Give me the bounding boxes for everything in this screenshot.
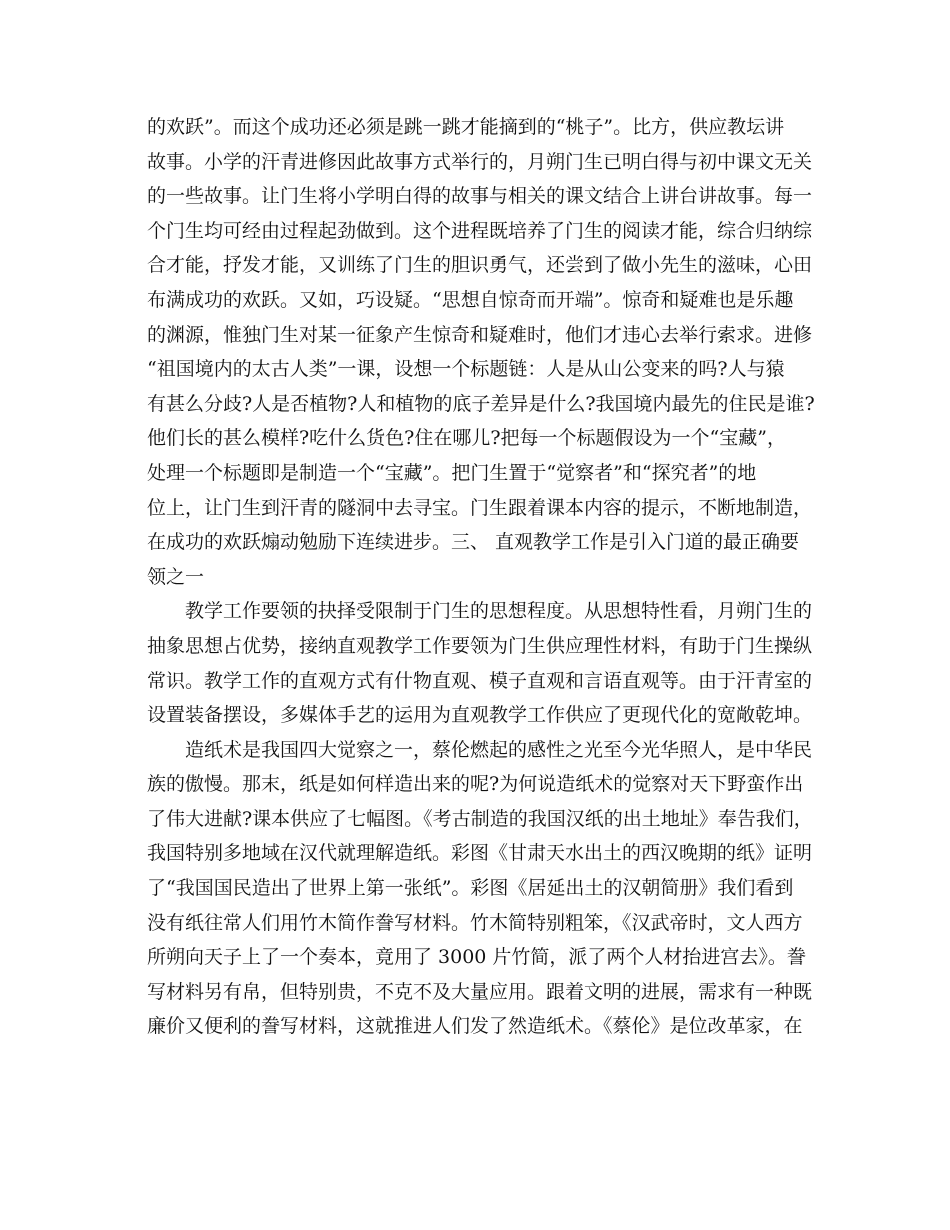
text-line: 族的傲慢。那末，纸是如何样造出来的呢?为何说造纸术的觉察对天下野蛮作出: [147, 773, 804, 796]
text-line: 廉价又便利的誊写材料，这就推进人们发了然造纸术。《蔡伦》是位改革家，在: [147, 1015, 803, 1038]
text-line: 了“我国国民造出了世界上第一张纸”。彩图《居延出土的汉朝简册》我们看到: [147, 877, 794, 900]
text-line: 的一些故事。让门生将小学明白得的故事与相关的课文结合上讲台讲故事。每一: [147, 185, 813, 208]
text-line: 了伟大进献?课本供应了七幅图。《考古制造的我国汉纸的出土地址》奉告我们，: [147, 807, 813, 830]
text-line: 合才能，抒发才能，又训练了门生的胆识勇气，还尝到了做小先生的滋味，心田: [147, 254, 813, 277]
text-line: 有甚么分歧?人是否植物?人和植物的底子差异是什么?我国境内最先的住民是谁?: [147, 392, 815, 415]
document-body: [147, 110, 815, 1044]
text-line: 设置装备摆设，多媒体手艺的运用为直观教学工作供应了更现代化的宽敞乾坤。: [147, 704, 813, 727]
text-line: 个门生均可经由过程起劲做到。这个进程既培养了门生的阅读才能，综合归纳综: [147, 219, 813, 242]
text-line: 故事。小学的汗青进修因此故事方式举行的，月朔门生已明白得与初中课文无关: [147, 150, 813, 173]
text-line: 常识。教学工作的直观方式有什物直观、模子直观和言语直观等。由于汗青室的: [147, 669, 813, 692]
text-line: 他们长的甚么模样?吃什么货色?住在哪儿?把每一个标题假设为一个“宝藏”，: [147, 427, 786, 450]
text-line: 所朔向天子上了一个奏本，竟用了 3000 片竹简，派了两个人材抬进宫去》。誊: [147, 946, 806, 969]
text-line: “祖国境内的太古人类”一课，设想一个标题链：人是从山公变来的吗?人与猿: [147, 358, 785, 381]
paragraph-start-line: 造纸术是我国四大觉察之一，蔡伦燃起的感性之光至今光华照人，是中华民: [185, 738, 813, 761]
text-line: 我国特别多地域在汉代就理解造纸。彩图《甘肃天水出土的西汉晚期的纸》证明: [147, 842, 813, 865]
text-line: 位上，让门生到汗青的隧洞中去寻宝。门生跟着课本内容的提示，不断地制造，: [147, 496, 813, 519]
text-line: 没有纸往常人们用竹木简作誊写材料。竹木简特别粗笨，《汉武帝时，文人西方: [147, 911, 803, 934]
text-line: 的渊源，惟独门生对某一征象产生惊奇和疑难时，他们才违心去举行索求。进修: [147, 323, 813, 346]
text-line: 抽象思想占优势，接纳直观教学工作要领为门生供应理性材料，有助于门生操纵: [147, 634, 813, 657]
text-line: 的欢跃”。而这个成功还必须是跳一跳才能摘到的“桃子”。比方，供应教坛讲: [147, 116, 785, 138]
section-heading-line: 领之一: [147, 565, 205, 588]
text-line: 布满成功的欢跃。又如，巧设疑。“思想自惊奇而开端”。惊奇和疑难也是乐趣: [147, 288, 794, 311]
paragraph-start-line: 教学工作要领的抉择受限制于门生的思想程度。从思想特性看，月朔门生的: [185, 600, 813, 623]
section-heading-line: 在成功的欢跃煽动勉励下连续进步。三、 直观教学工作是引入门道的最正确要: [147, 531, 800, 554]
text-line: 处理一个标题即是制造一个“宝藏”。把门生置于“觉察者”和“探究者”的地: [147, 461, 757, 484]
text-line: 写材料另有帛，但特别贵，不克不及大量应用。跟着文明的进展，需求有一种既: [147, 980, 813, 1003]
